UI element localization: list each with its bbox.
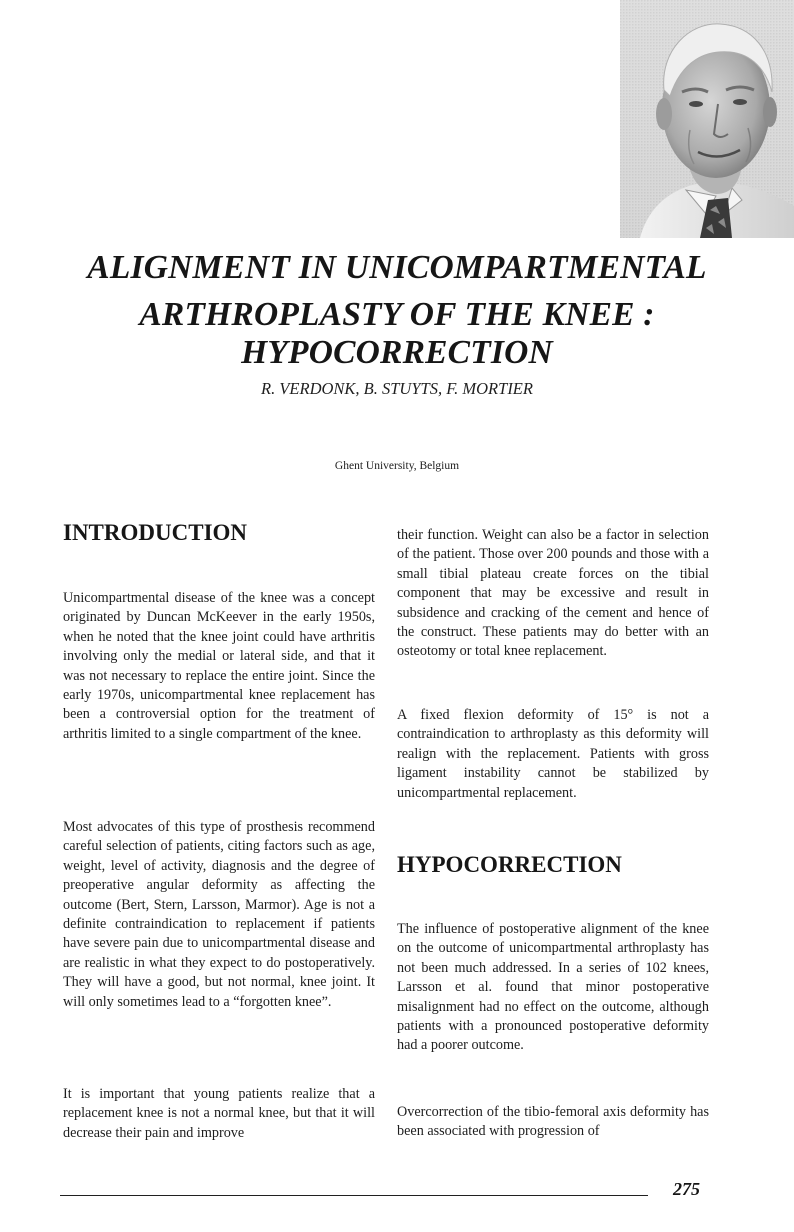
article-title-line-2: ARTHROPLASTY OF THE KNEE : <box>139 296 655 333</box>
author-list: R. VERDONK, B. STUYTS, F. MORTIER <box>261 379 533 398</box>
footer-rule <box>60 1195 648 1196</box>
affiliation: Ghent University, Belgium <box>334 460 460 472</box>
author-portrait <box>620 0 794 238</box>
section-heading-introduction: INTRODUCTION <box>63 520 248 545</box>
section-heading-hypocorrection: HYPOCORRECTION <box>397 852 622 877</box>
paragraph: It is important that young patients realize that a replacement knee is not a normal knee, but that it will decrease their pain and improve <box>63 1086 375 1141</box>
paragraph: The influence of postoperative alignment of the knee on the outcome of unicompartmental arthroplasty has not been much addressed. In a series of 102 knees, Larsson et al. found that minor postoperative misalignment had no effect on the outcome, although patients with a pronounced postoperative deformity had a poorer outcome. <box>397 921 709 1054</box>
article-title-line-1: ALIGNMENT IN UNICOMPARTMENTAL <box>87 249 707 286</box>
paragraph: Most advocates of this type of prosthesis recommend careful selection of patients, citing factors such as age, weight, level of activity, diagnosis and the degree of preoperative angular deformity as affecting the outcome (Bert, Stern, Larsson, Marmor). Age is not a definite contraindication to replacement if patients have severe pain due to unicompartmental disease and are realistic in what they expect to do postoperatively. They will have a good, but not normal, knee joint. It will only sometimes lead to a “forgotten knee”. <box>63 819 375 1010</box>
paragraph: Overcorrection of the tibio-femoral axis deformity has been associated with progression of <box>397 1104 709 1140</box>
paragraph: A fixed flexion deformity of 15° is not a contraindication to arthroplasty as this deformity will realign with the replacement. Patients with gross ligament instability cannot be stabilized by unicompartmental replacement. <box>397 707 709 801</box>
page-number: 275 <box>673 1179 700 1199</box>
paragraph: their function. Weight can also be a factor in selection of the patient. Those over 200 pounds and those with a small tibial plateau create forces on the tibial component that may be excessive and result in subsidence and cracking of the cement and hence of the construct. These patients may do better with an osteotomy or total knee replacement. <box>397 527 709 660</box>
paragraph: Unicompartmental disease of the knee was a concept originated by Duncan McKeever in the early 1950s, when he noted that the knee joint could have arthritis involving only the medial or lateral side, and that it was not necessary to replace the entire joint. Since the early 1970s, unicompartmental knee replacement has been a controversial option for the treatment of arthritis limited to a single compartment of the knee. <box>63 590 375 742</box>
article-title-line-3: HYPOCORRECTION <box>241 334 553 371</box>
